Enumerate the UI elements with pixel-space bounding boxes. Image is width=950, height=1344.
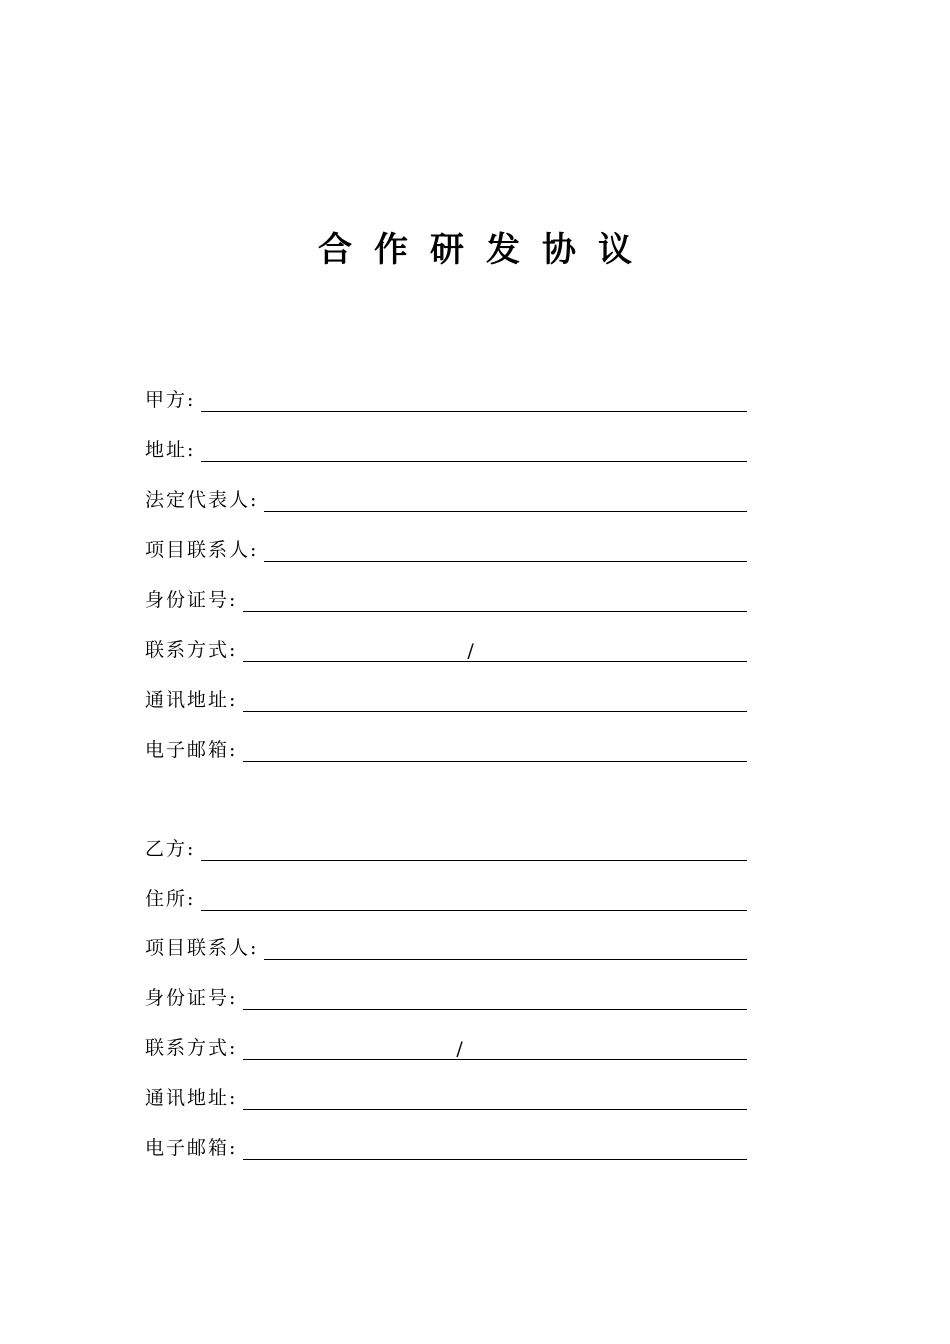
party-a-phone-label: 联系方式: [145, 639, 238, 661]
party-b-name-label: 乙方: [145, 838, 196, 860]
party-b-address-blank[interactable] [201, 887, 747, 911]
party-a-name-field [145, 382, 747, 412]
party-b-mail-address-field [145, 1080, 747, 1110]
party-b-name-blank[interactable] [201, 837, 747, 861]
party-b-id-label: 身份证号: [145, 987, 238, 1009]
party-a-email-blank[interactable] [243, 738, 747, 762]
party-b-phone-blank[interactable] [243, 1036, 747, 1060]
party-a-phone-blank[interactable] [243, 638, 747, 662]
party-a-address-label: 地址: [145, 439, 196, 461]
party-b-address-field [145, 881, 747, 911]
party-b-phone-separator: / [456, 1038, 463, 1060]
party-a-mail-address-label: 通讯地址: [145, 689, 238, 711]
party-a-contact-field [145, 532, 747, 562]
party-b-email-blank[interactable] [243, 1136, 747, 1160]
party-a-id-field [145, 582, 747, 612]
party-a-id-blank[interactable] [243, 588, 747, 612]
party-a-phone-field [145, 632, 747, 662]
party-b-contact-blank[interactable] [264, 936, 747, 960]
party-b-phone-field [145, 1030, 747, 1060]
party-a-contact-blank[interactable] [264, 538, 747, 562]
party-a-id-label: 身份证号: [145, 589, 238, 611]
party-b-email-label: 电子邮箱: [145, 1137, 238, 1159]
party-b-phone-label: 联系方式: [145, 1037, 238, 1059]
party-a-mail-address-field [145, 682, 747, 712]
party-a-email-field [145, 732, 747, 762]
party-b-id-blank[interactable] [243, 986, 747, 1010]
party-b-address-label: 住所: [145, 888, 196, 910]
party-a-name-blank[interactable] [201, 388, 747, 412]
party-a-legal-rep-blank[interactable] [264, 488, 747, 512]
party-a-legal-rep-label: 法定代表人: [145, 489, 259, 511]
party-a-address-field [145, 432, 747, 462]
party-b-mail-address-blank[interactable] [243, 1086, 747, 1110]
party-b-name-field [145, 831, 747, 861]
party-a-legal-rep-field [145, 482, 747, 512]
party-b-contact-field [145, 930, 747, 960]
party-b-id-field [145, 980, 747, 1010]
party-b-contact-label: 项目联系人: [145, 937, 259, 959]
party-a-email-label: 电子邮箱: [145, 739, 238, 761]
party-a-mail-address-blank[interactable] [243, 688, 747, 712]
page-title: 合作研发协议 [318, 230, 654, 270]
party-b-mail-address-label: 通讯地址: [145, 1087, 238, 1109]
party-a-address-blank[interactable] [201, 438, 747, 462]
party-a-phone-separator: / [467, 640, 474, 662]
party-a-contact-label: 项目联系人: [145, 539, 259, 561]
party-a-name-label: 甲方: [145, 389, 196, 411]
party-b-email-field [145, 1130, 747, 1160]
